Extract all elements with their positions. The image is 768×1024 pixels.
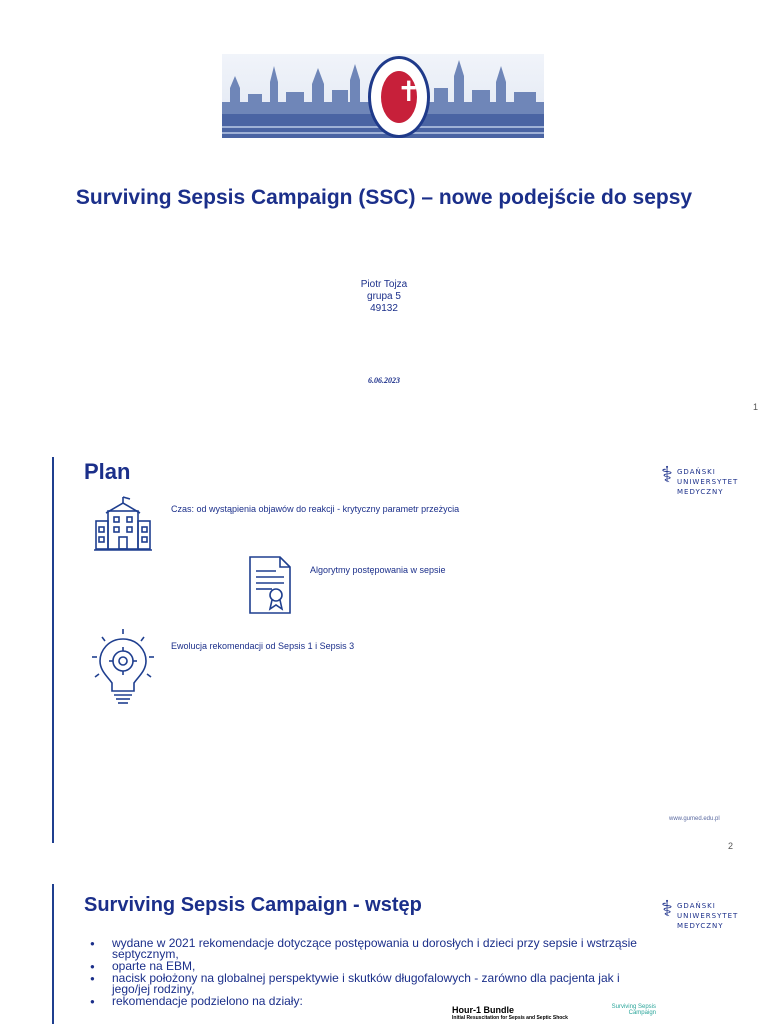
- slide-heading: Plan: [84, 459, 131, 484]
- hour-1-bundle-figure: [452, 1005, 582, 1021]
- website-url[interactable]: www.gumed.edu.pl: [669, 816, 720, 822]
- plan-slide: [0, 455, 768, 855]
- title-slide: [0, 0, 768, 430]
- bundle-title: Hour-1 Bundle: [452, 1005, 514, 1015]
- gumed-logo: ⚕ GDAŃSKI UNIWERSYTET MEDYCZNY: [661, 897, 739, 930]
- slide-heading: Surviving Sepsis Campaign - wstęp: [84, 894, 422, 916]
- lightbulb-gear-icon: [90, 627, 156, 711]
- list-item: ● nacisk położony na globalnej perspektywie i skutków długofalowych - zarówno dla pacjenta jak i jego/jej rodziny,: [90, 973, 650, 995]
- author-id: 49132: [370, 303, 398, 314]
- plan-item-time: Czas: od wystąpienia objawów do reakcji - krytyczny parametr przeżycia: [171, 504, 460, 514]
- plan-item-evolution: Ewolucja rekomendacji od Sepsis 1 i Sepsis 3: [171, 641, 355, 651]
- city-skyline-banner: [222, 54, 544, 138]
- list-item: ● rekomendacje podzielono na działy:: [90, 996, 650, 1007]
- presentation-date: 6.06.2023: [368, 376, 400, 385]
- certificate-document-icon: [248, 555, 292, 615]
- list-item: ● oparte na EBM,: [90, 961, 650, 972]
- author-group: grupa 5: [367, 291, 401, 302]
- university-seal: ✝: [368, 56, 430, 138]
- hospital-building-icon: [94, 495, 152, 551]
- ssc-logo: Surviving Sepsis Campaign: [611, 1004, 656, 1016]
- page-number: 2: [728, 841, 734, 851]
- bundle-subtitle: Initial Resuscitation for Sepsis and Septic Shock: [452, 1015, 568, 1021]
- list-item: ● wydane w 2021 rekomendacje dotyczące postępowania u dorosłych i dzieci przy sepsie i wstrząsie septycznym,: [90, 938, 650, 960]
- gumed-logo: ⚕ GDAŃSKI UNIWERSYTET MEDYCZNY: [661, 463, 739, 496]
- gumed-logo-icon: ⚕: [661, 897, 673, 922]
- page-number: 1: [753, 402, 759, 412]
- plan-item-algorithms: Algorytmy postępowania w sepsie: [310, 565, 446, 575]
- intro-slide: [0, 880, 768, 1024]
- intro-bullet-list: [90, 938, 650, 1008]
- gumed-logo-icon: ⚕: [661, 463, 673, 488]
- author-name: Piotr Tojza: [360, 279, 408, 290]
- slide-left-bar: [52, 884, 54, 1024]
- slide-left-bar: [52, 457, 54, 843]
- presentation-title: Surviving Sepsis Campaign (SSC) – nowe podejście do sepsy: [75, 186, 693, 209]
- author-block: [284, 279, 484, 315]
